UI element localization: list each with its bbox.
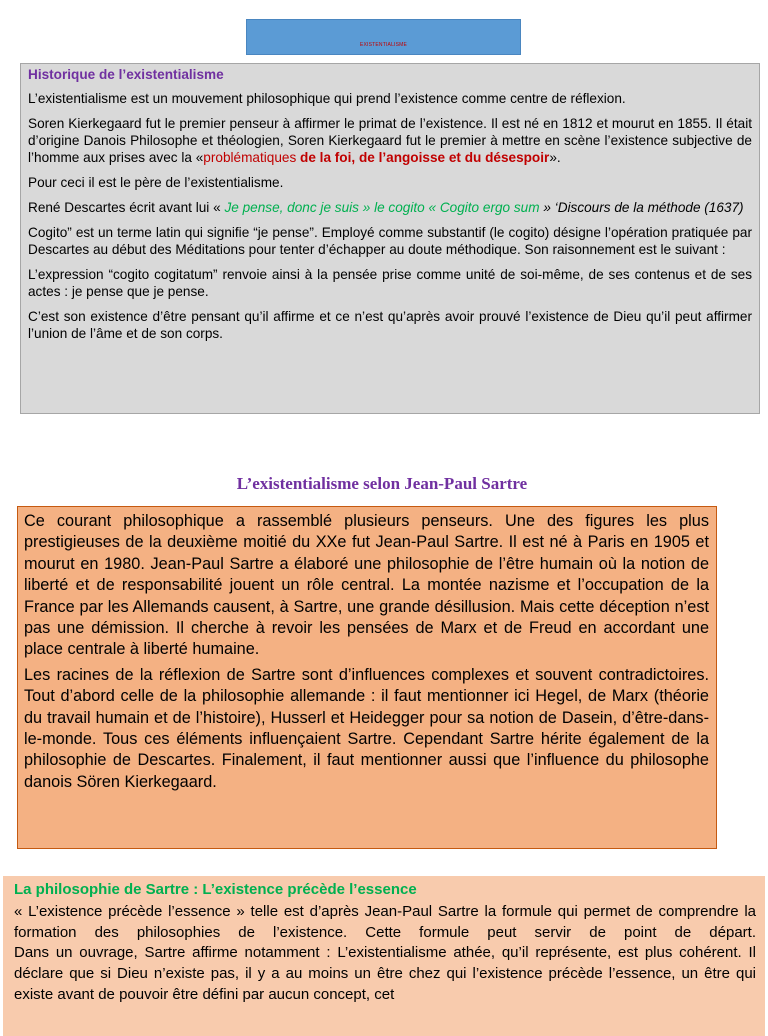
history-paragraph-7: C’est son existence d’être pensant qu’il affirme et ce n’est qu’après avoir prouvé l’existence de Dieu qu’il peut affirmer l’union de l’âme et de son corps. — [28, 309, 752, 341]
banner-label: EXISTENTIALISME — [359, 42, 408, 48]
history-paragraph-2 — [28, 115, 752, 166]
history-paragraph-1: L’existentialisme est un mouvement philosophique qui prend l’existence comme centre de réflexion. — [28, 91, 626, 106]
history-p4-source: » ‘Discours de la méthode (1637) — [539, 200, 744, 215]
history-p2-end: ». — [549, 150, 561, 165]
history-paragraph-4 — [28, 199, 752, 216]
sartre-box — [17, 506, 717, 849]
history-p2-text: Soren Kierkegaard fut le premier penseur à affirmer le primat de l’existence. Il est né en 1812 et mourut en 1855. Il était d’origine Danois Philosophe et théologien, Soren Kierkegaard fut le premier à mettre en scène l’existence subjective de l’homme aux prises avec la « — [28, 116, 752, 165]
essence-paragraph-1: « L’existence précède l’essence » telle est d’après Jean-Paul Sartre la formule qui permet de comprendre la formation des philosophies de l’existence. Cette formule peut servir de point de départ. — [14, 902, 756, 941]
history-heading: Historique de l’existentialisme — [28, 67, 224, 82]
sartre-paragraph-2: Les racines de la réflexion de Sartre sont d’influences complexes et souvent contradictoires. Tout d’abord celle de la philosophie allemande : il faut mentionner ici Hegel, de Marx (théorie du travail humain et de l’histoire), Husserl et Heidegger pour sa notion de Dasein, d’être-dans-le-monde. Tous ces éléments influençaient Sartre. Cependant Sartre hérite également de la philosophie de Descartes. Finalement, il faut mentionner aussi que l’influence du philosophe danois Sören Kierkegaard. — [24, 665, 709, 791]
essence-box — [3, 876, 765, 1036]
history-p2-red: problématiques — [203, 150, 297, 165]
sartre-paragraph-1: Ce courant philosophique a rassemblé plusieurs penseurs. Une des figures les plus prestigieuses de la deuxième moitié du XXe fut Jean-Paul Sartre. Il est né à Paris en 1905 et mourut en 1980. Jean-Paul Sartre a élaboré une philosophie de l’être humain où la notion de liberté et de responsabilité jouent un rôle central. La montée nazisme et l’occupation de la France par les Allemands causent, à Sartre, une grande désillusion. Mais cette déception n’est pas une démission. Il cherche à revoir les pensées de Marx et de Freud en accordant une place centrale à liberté humaine. — [24, 512, 709, 659]
history-p4-quote: Je pense, donc je suis » le cogito « Cogito ergo sum — [224, 200, 540, 215]
history-paragraph-5: Cogito” est un terme latin qui signifie “je pense”. Employé comme substantif (le cogito) désigne l’opération pratiquée par Descartes au début des Méditations pour tenter d’échapper au doute méthodique. Son raisonnement est le suivant : — [28, 225, 752, 257]
essence-heading: La philosophie de Sartre : L’existence précède l’essence — [14, 881, 417, 898]
history-paragraph-6: L’expression “cogito cogitatum” renvoie ainsi à la pensée prise comme unité de soi-même, de ses contenus et de ses actes : je pense que je pense. — [28, 267, 752, 299]
history-box — [20, 63, 760, 414]
essence-paragraph-2: Dans un ouvrage, Sartre affirme notamment : L’existentialisme athée, qu’il représente, est plus cohérent. Il déclare que si Dieu n’existe pas, il y a au moins un être chez qui l’existence précède l’essence, un être qui existe avant de pouvoir être défini par aucun concept, cet — [14, 944, 756, 1003]
sartre-title: L’existentialisme selon Jean-Paul Sartre — [236, 474, 528, 493]
history-paragraph-3: Pour ceci il est le père de l’existentialisme. — [28, 175, 284, 190]
history-p4-text: René Descartes écrit avant lui « — [28, 200, 225, 215]
history-p2-redbold: de la foi, de l’angoisse et du désespoir — [296, 150, 550, 165]
title-banner — [246, 19, 521, 55]
